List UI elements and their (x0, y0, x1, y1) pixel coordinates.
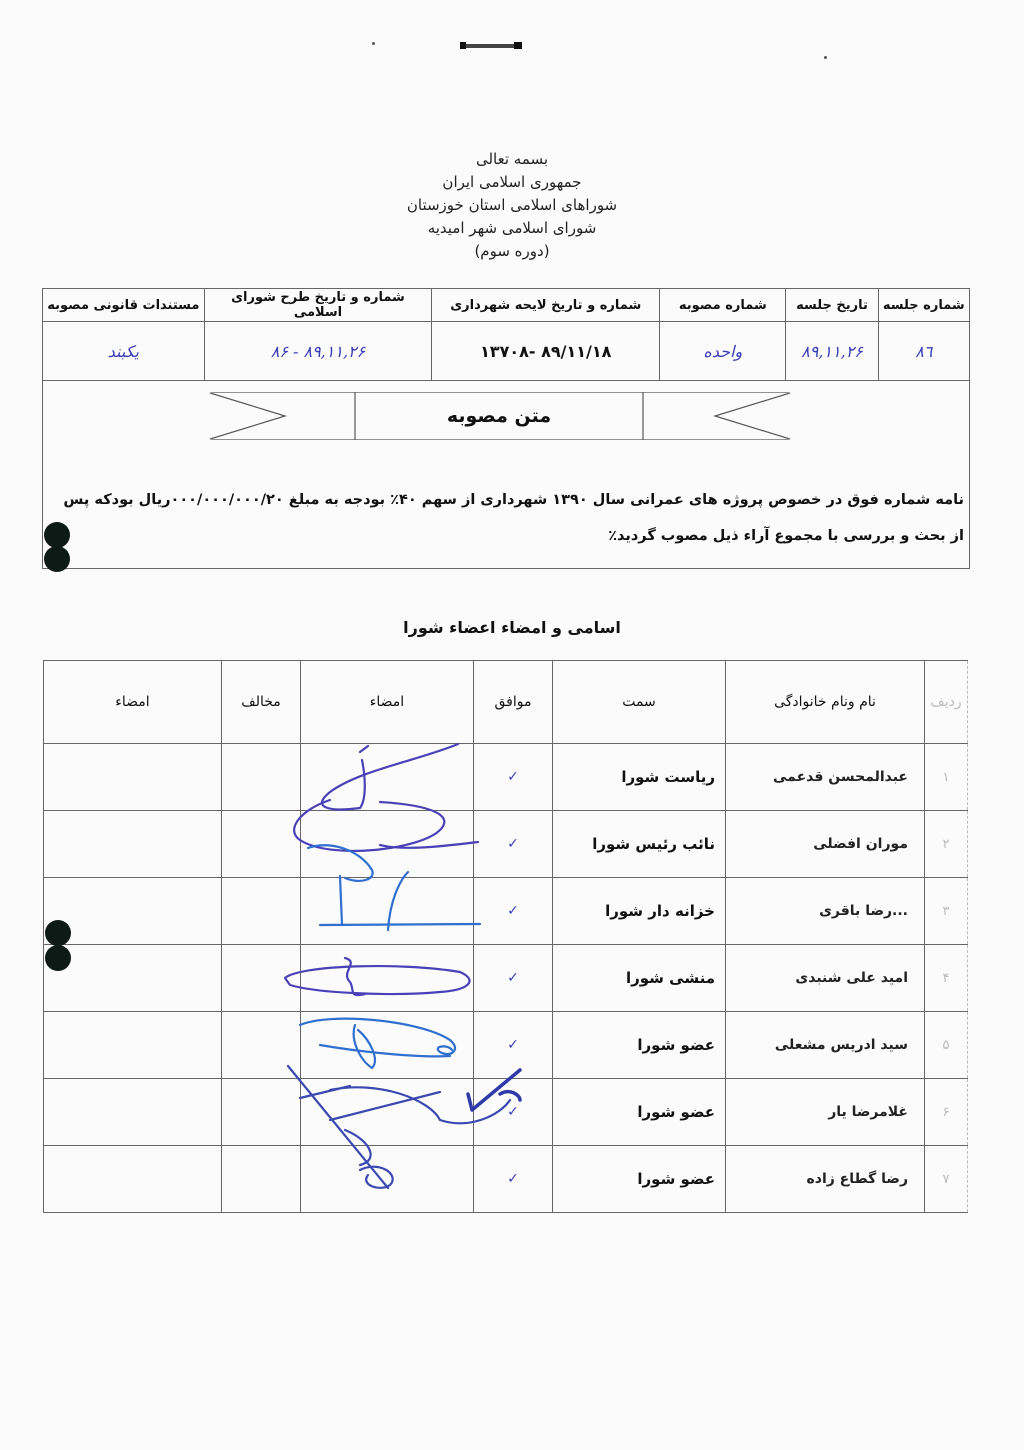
member-name: ...رضا باقری (726, 878, 925, 945)
member-name: امید علی شنبدی (726, 945, 925, 1012)
header-resolution-number: شماره مصوبه (660, 289, 786, 322)
heading-line-invocation: بسمه تعالی (475, 150, 549, 168)
banner-left-notch (210, 393, 285, 439)
member-role: منشی شورا (553, 945, 726, 1012)
member-row (44, 1079, 968, 1146)
punch-hole-icon (44, 522, 70, 548)
resolution-values-row (43, 322, 970, 381)
header-name: نام ونام خانوادگی (726, 661, 925, 744)
scan-speck (824, 56, 827, 59)
agree-check-icon: ✓ (474, 811, 553, 878)
disagree-cell (222, 1012, 301, 1079)
signature-2-cell (44, 744, 222, 811)
heading-line-country: جمهوری اسلامی ایران (442, 173, 582, 191)
member-row (44, 1012, 968, 1079)
resolution-text-title: متن مصوبه (446, 405, 552, 427)
signature-2-cell (44, 1012, 222, 1079)
disagree-cell (222, 744, 301, 811)
header-agree: موافق (474, 661, 553, 744)
agree-check-icon: ✓ (474, 1146, 553, 1213)
header-role: سمت (553, 661, 726, 744)
header-session-number: شماره جلسه (878, 289, 969, 322)
member-role: عضو شورا (553, 1012, 726, 1079)
member-role: ریاست شورا (553, 744, 726, 811)
member-row (44, 945, 968, 1012)
signature-cell (301, 811, 474, 878)
member-role: عضو شورا (553, 1146, 726, 1213)
session-number-value: ۸٦ (878, 322, 969, 381)
signature-cell (301, 878, 474, 945)
resolution-body-text: نامه شماره فوق در خصوص پروژه های عمرانی سال ۱۳۹۰ شهرداری از سهم ۴۰٪ بودجه به مبلغ ۰۰۰/۰۰۰/۰۰۰/۲۰ریال بودکه پس از بحث و بررسی با مجموع آراء ذیل مصوب گردید٪ (63, 492, 964, 544)
member-row (44, 811, 968, 878)
agree-check-icon: ✓ (474, 744, 553, 811)
member-index: ۴ (925, 945, 968, 1012)
legal-basis-value: یکبند (43, 322, 205, 381)
header-municipality-bill: شماره و تاریخ لایحه شهرداری (432, 289, 660, 322)
header-signature-2: امضاء (44, 661, 222, 744)
disagree-cell (222, 945, 301, 1012)
member-name: موران افضلی (726, 811, 925, 878)
agree-check-icon: ✓ (474, 878, 553, 945)
member-role: نائب رئیس شورا (553, 811, 726, 878)
members-section-title: اسامی و امضاء اعضاء شورا (403, 618, 621, 637)
member-role: عضو شورا (553, 1079, 726, 1146)
punch-hole-icon (45, 945, 71, 971)
signature-2-cell (44, 1146, 222, 1213)
resolution-info-table (42, 288, 970, 381)
council-plan-value: ۸۹,۱۱,۲۶ - ۸۶ (204, 322, 432, 381)
member-row (44, 878, 968, 945)
members-table (43, 660, 968, 1213)
session-date-value: ۸۹,۱۱,۲۶ (786, 322, 878, 381)
disagree-cell (222, 1146, 301, 1213)
agree-check-icon: ✓ (474, 945, 553, 1012)
disagree-cell (222, 1079, 301, 1146)
heading-line-city-council: شورای اسلامی شهر امیدیه (427, 219, 597, 237)
heading-line-term: (دوره سوم) (474, 242, 550, 260)
header-index: ردیف (925, 661, 968, 744)
signature-cell (301, 1012, 474, 1079)
header-session-date: تاریخ جلسه (786, 289, 878, 322)
signature-cell (301, 744, 474, 811)
member-index: ۲ (925, 811, 968, 878)
document-heading (300, 148, 724, 263)
signature-cell (301, 1079, 474, 1146)
header-signature: امضاء (301, 661, 474, 744)
scan-artifact-mark (460, 44, 522, 48)
member-name: غلامرضا یار (726, 1079, 925, 1146)
members-header-row (44, 661, 968, 744)
punch-hole-icon (45, 920, 71, 946)
scan-speck (372, 42, 375, 45)
agree-check-icon: ✓ (474, 1079, 553, 1146)
signature-cell (301, 945, 474, 1012)
resolution-number-value: واحده (660, 322, 786, 381)
member-index: ۷ (925, 1146, 968, 1213)
punch-hole-icon (44, 546, 70, 572)
disagree-cell (222, 811, 301, 878)
disagree-cell (222, 878, 301, 945)
header-legal-basis: مستندات قانونی مصوبه (43, 289, 205, 322)
member-role: خزانه دار شورا (553, 878, 726, 945)
member-name: رضا گطاع زاده (726, 1146, 925, 1213)
member-row (44, 1146, 968, 1213)
member-index: ۶ (925, 1079, 968, 1146)
member-index: ۵ (925, 1012, 968, 1079)
signature-2-cell (44, 811, 222, 878)
resolution-header-row (43, 289, 970, 322)
agree-check-icon: ✓ (474, 1012, 553, 1079)
municipality-bill-value: ۸۹/۱۱/۱۸ -۱۳۷۰۸ (432, 322, 660, 381)
member-name: عبدالمحسن قدعمی (726, 744, 925, 811)
heading-line-province-councils: شوراهای اسلامی استان خوزستان (406, 196, 618, 214)
header-disagree: مخالف (222, 661, 301, 744)
signature-cell (301, 1146, 474, 1213)
signature-2-cell (44, 1079, 222, 1146)
header-council-plan: شماره و تاریخ طرح شورای اسلامی (204, 289, 432, 322)
member-row (44, 744, 968, 811)
member-index: ۱ (925, 744, 968, 811)
member-index: ۳ (925, 878, 968, 945)
member-name: سید ادریس مشعلی (726, 1012, 925, 1079)
banner-right-notch (715, 393, 790, 439)
